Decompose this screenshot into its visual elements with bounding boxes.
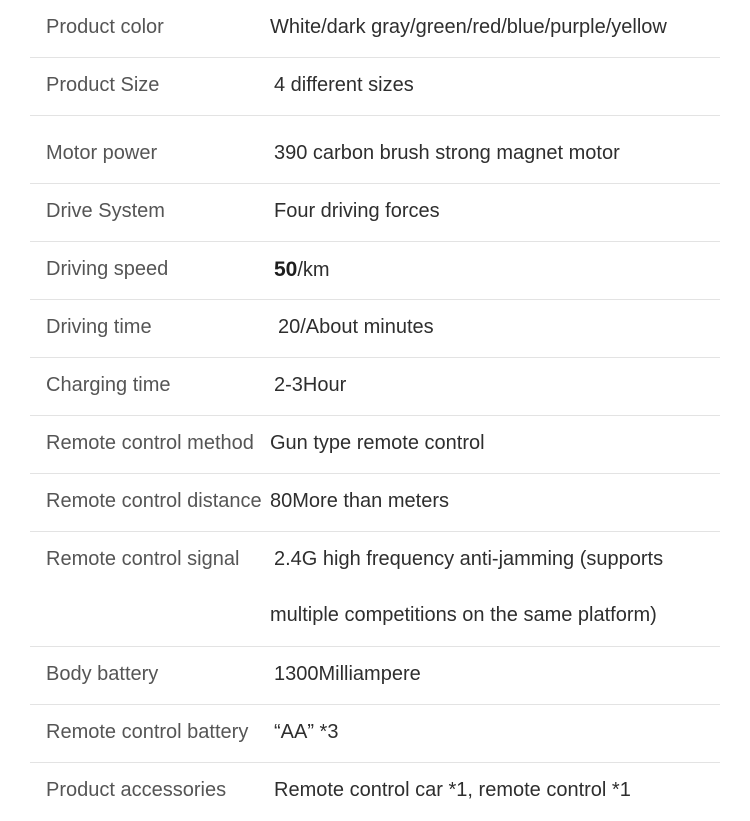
table-row-continuation bbox=[30, 590, 720, 647]
spec-value: Remote control car *1, remote control *1 bbox=[274, 779, 631, 801]
spec-value bbox=[270, 242, 720, 296]
table-row bbox=[30, 763, 720, 821]
spec-label: Driving time bbox=[46, 316, 152, 338]
table-row bbox=[30, 126, 720, 184]
spec-label: Body battery bbox=[46, 663, 159, 685]
spec-label: Remote control battery bbox=[46, 721, 249, 743]
spec-value: 80More than meters bbox=[270, 490, 449, 512]
table-row bbox=[30, 416, 720, 474]
spec-value: Four driving forces bbox=[274, 200, 440, 222]
spec-value: 2.4G high frequency anti-jamming (supports bbox=[274, 548, 664, 570]
spec-value: 1300Milliampere bbox=[274, 663, 421, 685]
table-row bbox=[30, 358, 720, 416]
spec-value-unit: /km bbox=[297, 259, 330, 281]
spec-label: Remote control distance bbox=[46, 490, 262, 512]
spec-label: Product accessories bbox=[46, 779, 227, 801]
table-row bbox=[30, 532, 720, 590]
spec-label: Product color bbox=[46, 16, 164, 38]
spacer bbox=[30, 590, 270, 646]
table-row bbox=[30, 647, 720, 705]
table-row bbox=[30, 474, 720, 532]
spec-label: Product Size bbox=[46, 74, 160, 96]
table-row bbox=[30, 0, 720, 58]
spec-label: Remote control method bbox=[46, 432, 254, 454]
spec-label: Charging time bbox=[46, 374, 171, 396]
table-row bbox=[30, 300, 720, 358]
table-row bbox=[30, 58, 720, 116]
table-row bbox=[30, 184, 720, 242]
spec-value: Gun type remote control bbox=[270, 432, 485, 454]
spec-value: 20/About minutes bbox=[278, 316, 434, 338]
table-row bbox=[30, 242, 720, 300]
spec-value-continued: multiple competitions on the same platform) bbox=[270, 604, 657, 626]
spec-value: 4 different sizes bbox=[274, 74, 414, 96]
spec-value-number: 50 bbox=[274, 258, 298, 281]
table-row bbox=[30, 705, 720, 763]
spec-label: Driving speed bbox=[46, 258, 169, 280]
spec-label: Remote control signal bbox=[46, 548, 240, 570]
spec-label: Drive System bbox=[46, 200, 165, 222]
spec-label: Motor power bbox=[46, 142, 158, 164]
spec-value: “AA” *3 bbox=[274, 721, 339, 743]
spec-value: 2-3Hour bbox=[274, 374, 347, 396]
spec-value: White/dark gray/green/red/blue/purple/yellow bbox=[270, 16, 667, 38]
spec-value: 390 carbon brush strong magnet motor bbox=[274, 142, 620, 164]
